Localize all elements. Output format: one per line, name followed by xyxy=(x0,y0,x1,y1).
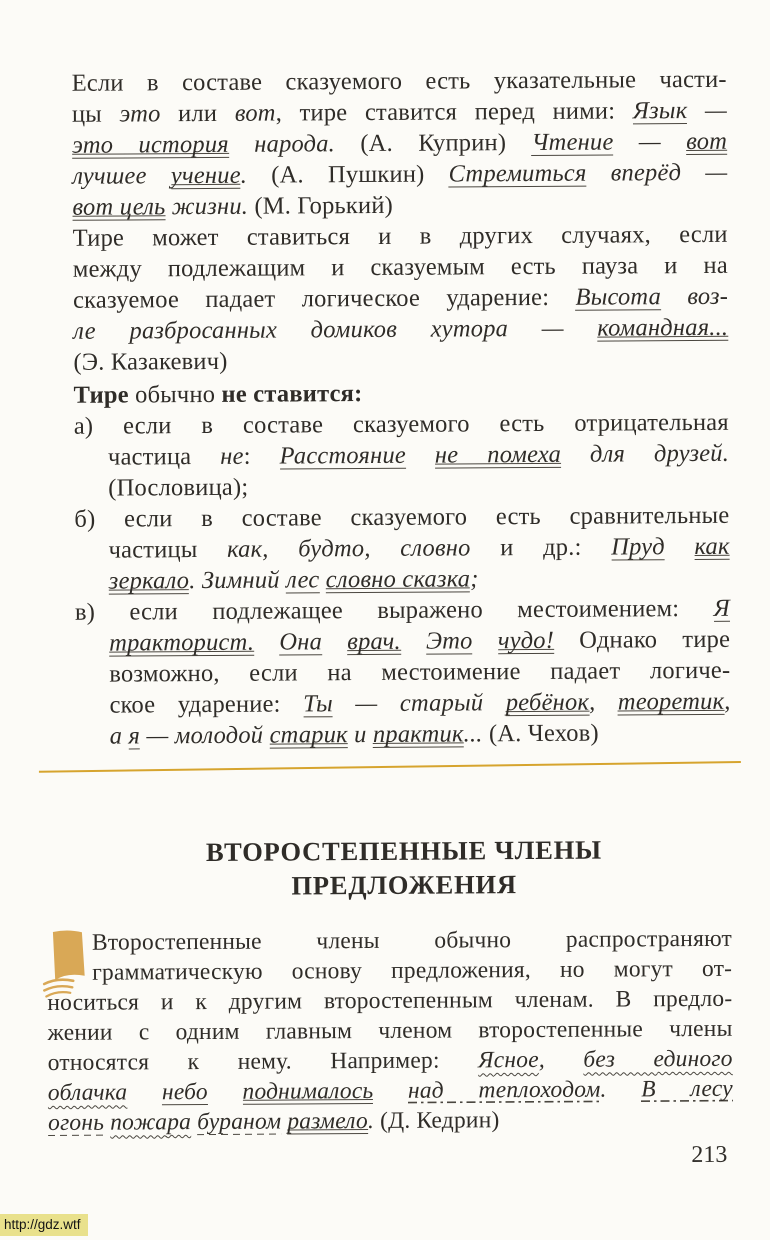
text-segment xyxy=(406,442,435,469)
text-segment: Расстояние xyxy=(279,441,407,470)
text-segment: над теплоходом xyxy=(407,1076,601,1104)
text-segment: облачка xyxy=(47,1079,128,1106)
text-segment: я xyxy=(128,722,141,750)
text-line xyxy=(47,1014,732,1048)
text-segment: Если в составе сказуемого есть указательные части- xyxy=(71,65,727,97)
text-line xyxy=(72,95,727,130)
text-segment: Ты xyxy=(303,690,333,718)
text-segment: поднималось xyxy=(242,1077,374,1105)
text-segment: жизни. xyxy=(165,192,249,221)
text-segment: бураном xyxy=(197,1108,282,1136)
text-segment: Тире xyxy=(73,381,129,409)
text-segment: частицы xyxy=(108,535,228,564)
text-line xyxy=(109,624,730,659)
text-segment: — старый xyxy=(332,689,506,718)
text-line xyxy=(109,562,730,597)
list-item-v xyxy=(75,593,731,752)
paragraph-secondary-members-text xyxy=(47,924,733,1138)
text-segment: старик xyxy=(269,721,348,749)
text-segment xyxy=(254,629,279,656)
text-segment: (А. Куприн) xyxy=(334,129,532,158)
text-segment: . xyxy=(600,1076,642,1103)
text-line xyxy=(72,126,727,161)
text-segment: в) если подлежащее выражено местоимением: xyxy=(74,594,714,626)
text-segment: и др.: xyxy=(470,533,612,562)
text-segment xyxy=(322,628,347,655)
text-segment: для друзей. xyxy=(560,439,730,468)
text-line xyxy=(73,343,728,378)
paragraph-pause-dash xyxy=(73,219,729,378)
text-line xyxy=(73,250,728,285)
text-line xyxy=(110,717,731,752)
text-line xyxy=(48,1104,733,1138)
text-segment: зеркало xyxy=(108,567,190,595)
text-segment: как, будто, словно xyxy=(226,534,471,563)
text-line xyxy=(109,655,730,690)
text-segment: Чтение xyxy=(531,128,614,157)
text-segment: как xyxy=(694,532,730,561)
text-segment: Стремиться xyxy=(448,159,587,188)
section-divider-line xyxy=(39,761,741,773)
text-line xyxy=(108,469,729,504)
text-segment xyxy=(401,628,426,655)
text-line xyxy=(72,64,727,99)
text-segment: , тире ставится перед ними: xyxy=(275,97,633,127)
text-line xyxy=(109,686,730,721)
list-item-a xyxy=(74,407,730,504)
watermark-link[interactable]: http://gdz.wtf xyxy=(0,1214,88,1236)
text-segment: — xyxy=(613,128,687,156)
text-segment: пожара xyxy=(110,1109,192,1136)
text-line xyxy=(48,1044,733,1078)
list-item-b xyxy=(74,500,730,597)
text-segment: огонь xyxy=(47,1109,105,1136)
text-segment: грамматическую основу предложения, но могут от- xyxy=(92,955,733,986)
text-line xyxy=(108,438,729,473)
text-segment: : xyxy=(243,442,280,470)
text-segment: небо xyxy=(161,1078,208,1106)
text-segment: не помеха xyxy=(434,440,562,469)
text-line xyxy=(108,531,729,566)
text-line xyxy=(72,157,727,192)
text-segment: это история xyxy=(72,130,229,159)
text-segment: Второстепенные члены обычно распространяют xyxy=(91,925,733,956)
text-segment: врач. xyxy=(347,627,401,656)
text-segment: , xyxy=(588,688,618,716)
text-line xyxy=(48,1074,733,1108)
section-heading-line1: ВТОРОСТЕПЕННЫЕ ЧЛЕНЫ xyxy=(205,834,603,868)
text-segment: обычно xyxy=(128,380,222,409)
text-segment: жении с одним главным членом второстепенные члены xyxy=(47,1015,733,1046)
text-segment: (Д. Кедрин) xyxy=(373,1107,500,1134)
text-segment: не ставится: xyxy=(221,380,363,408)
text-segment: лес xyxy=(285,566,320,594)
text-segment: . Зимний xyxy=(189,566,287,595)
text-line xyxy=(47,984,732,1018)
text-segment: . xyxy=(367,1107,375,1135)
text-segment: лучшее xyxy=(72,162,171,190)
text-segment: теоретик xyxy=(617,687,725,716)
text-segment: и xyxy=(347,720,373,749)
text-segment: не xyxy=(220,442,244,470)
text-line xyxy=(74,376,729,411)
text-segment: словно сказка xyxy=(325,565,471,594)
text-segment: Она xyxy=(279,628,323,656)
text-segment: . xyxy=(240,161,248,189)
text-line xyxy=(74,593,731,628)
text-segment: Пруд xyxy=(611,533,665,561)
text-segment: — xyxy=(687,96,727,125)
text-line xyxy=(47,954,732,988)
text-segment: (Э. Казакевич) xyxy=(73,347,228,376)
text-segment: ... xyxy=(463,720,483,748)
text-line xyxy=(73,407,729,442)
text-segment: , xyxy=(724,687,731,715)
text-segment: В лесу xyxy=(641,1075,733,1103)
text-segment xyxy=(127,1079,162,1105)
text-segment: б) если в составе сказуемого есть сравнительные xyxy=(74,501,730,533)
text-segment: чудо! xyxy=(497,626,555,655)
text-segment: — молодой xyxy=(140,721,270,750)
text-segment: ле разбросанных домиков хутора — xyxy=(73,314,598,345)
text-segment xyxy=(373,1078,408,1104)
text-line xyxy=(74,500,730,535)
text-line xyxy=(73,312,728,347)
text-line xyxy=(73,219,728,254)
text-segment: командная... xyxy=(597,313,729,342)
text-segment: (М. Горький) xyxy=(247,191,394,220)
text-segment: практик xyxy=(372,720,464,748)
text-segment: между подлежащим и сказуемым есть пауза и на xyxy=(72,251,728,283)
paragraph-secondary-members xyxy=(47,924,733,1138)
text-segment: вот цель xyxy=(72,193,166,221)
text-segment: ское ударение: xyxy=(109,690,304,719)
text-segment: Однако тире xyxy=(553,625,731,654)
text-segment: , xyxy=(538,1046,584,1073)
text-segment: ; xyxy=(470,565,479,593)
open-book-icon xyxy=(42,929,88,999)
paragraph-demonstrative-particles xyxy=(72,64,728,223)
text-segment: воз- xyxy=(660,282,729,311)
text-segment: Ясное xyxy=(478,1046,539,1074)
text-segment: тракторист. xyxy=(109,628,255,657)
text-segment: сказуемое падает логическое ударение: xyxy=(72,283,576,314)
text-segment: а) если в составе сказуемого есть отрицательная xyxy=(73,408,729,440)
text-segment: Язык xyxy=(632,97,688,125)
text-segment: возможно, если на местоимение падает логиче- xyxy=(109,656,731,688)
text-segment: учение xyxy=(170,161,241,190)
text-segment: вот xyxy=(686,127,728,156)
text-segment: народа. xyxy=(228,130,336,158)
section-heading-line2: ПРЕДЛОЖЕНИЯ xyxy=(291,869,517,901)
text-segment: вперёд — xyxy=(586,158,728,187)
text-segment: (А. Чехов) xyxy=(482,719,599,748)
text-segment: относятся к нему. Например: xyxy=(47,1047,479,1076)
text-line xyxy=(72,188,727,223)
text-segment: ребёнок xyxy=(505,688,590,717)
rule-no-dash-heading xyxy=(74,376,729,411)
text-segment: Я xyxy=(713,594,731,622)
text-segment: без единого xyxy=(583,1045,733,1073)
text-segment xyxy=(665,533,695,560)
text-segment: цы xyxy=(71,100,120,128)
text-segment: (Пословица); xyxy=(108,473,249,502)
text-segment xyxy=(473,627,498,654)
text-segment: это xyxy=(119,100,161,128)
page-number: 213 xyxy=(691,1141,728,1169)
text-segment xyxy=(208,1079,243,1105)
text-segment: Высота xyxy=(575,283,662,311)
text-segment: (А. Пушкин) xyxy=(246,160,449,189)
text-segment: или xyxy=(160,99,235,128)
text-line xyxy=(47,924,732,958)
text-segment: размело xyxy=(287,1108,368,1135)
section-heading xyxy=(76,832,731,904)
text-segment: Тире может ставиться и в других случаях, если xyxy=(72,220,728,252)
text-segment: вот xyxy=(234,99,276,127)
text-segment: частица xyxy=(107,442,221,471)
text-segment: носиться и к другим второстепенным членам. В предло- xyxy=(47,985,733,1016)
text-segment: а xyxy=(109,722,129,750)
text-line xyxy=(73,281,728,316)
text-segment: Это xyxy=(425,627,473,655)
